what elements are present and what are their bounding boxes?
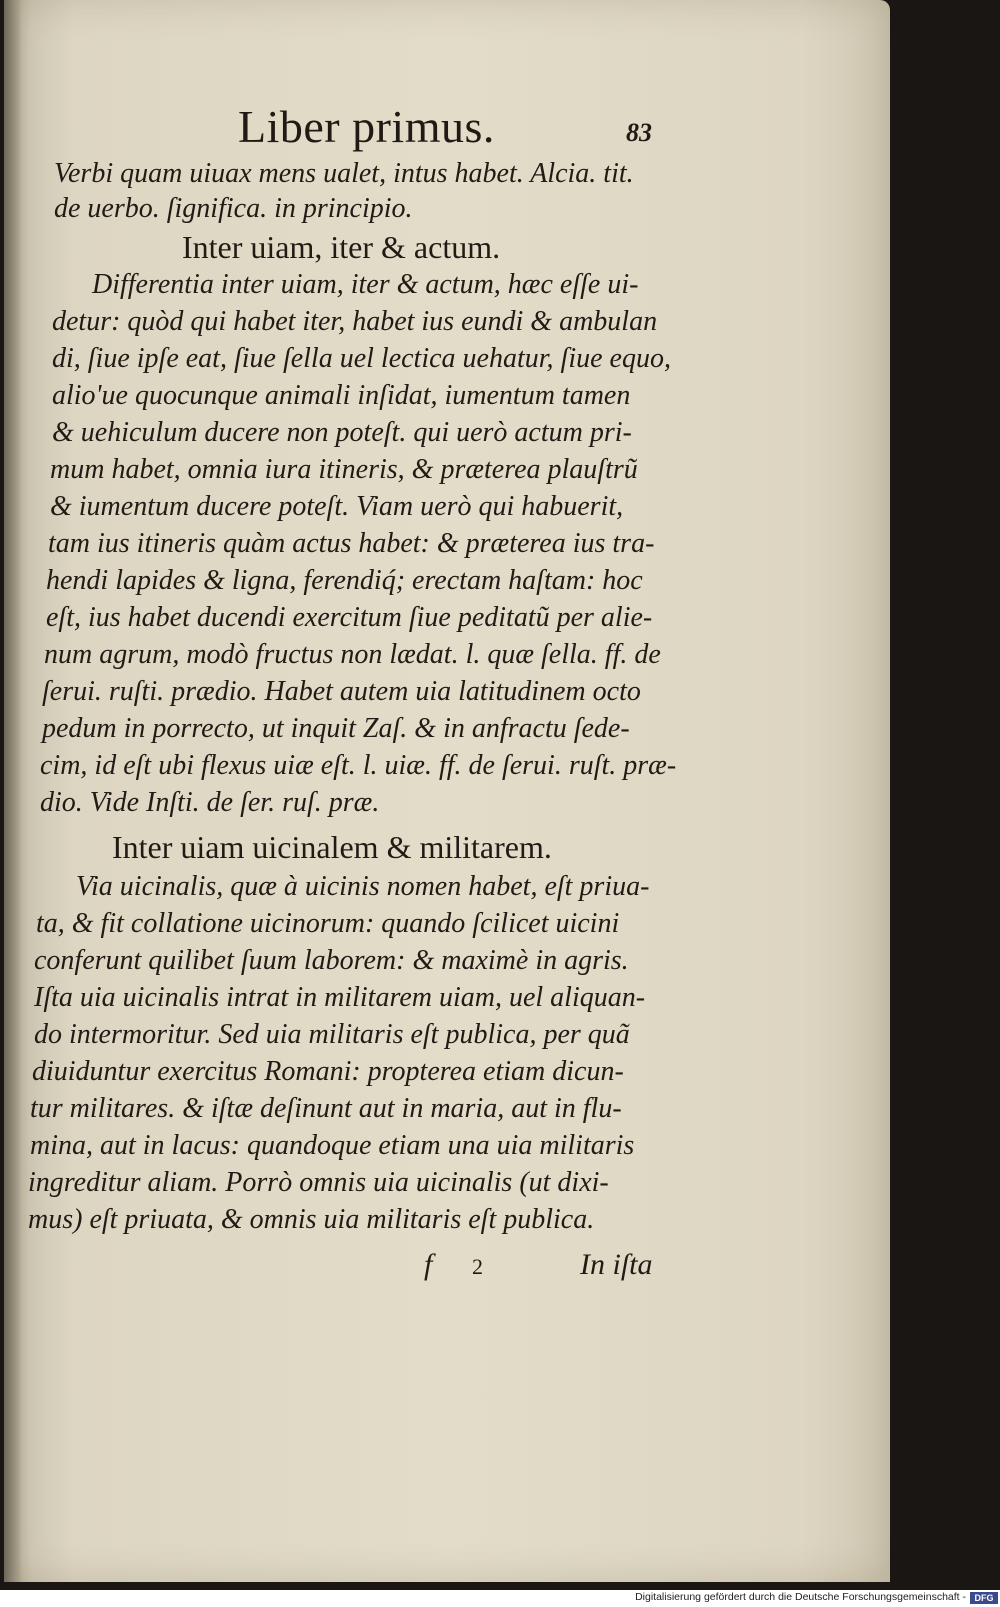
text-line: pedum in porrecto, ut inquit Zaſ. & in anfractu ſede-: [42, 713, 630, 744]
text-line: num agrum, modò fructus non lædat. l. quæ ſella. ff. de: [44, 639, 661, 670]
text-line: mum habet, omnia iura itineris, & præterea plauſtrũ: [50, 454, 638, 485]
signature-line: [4, 1248, 890, 1288]
digitization-footer: [0, 1590, 1000, 1607]
text-line: di, ſiue ipſe eat, ſiue ſella uel lectica uehatur, ſiue equo,: [52, 343, 671, 374]
running-head: [4, 100, 890, 150]
text-line: mina, aut in lacus: quandoque etiam una uia militaris: [30, 1130, 635, 1161]
text-line: tam ius itineris quàm actus habet: & præterea ius tra-: [48, 528, 655, 559]
running-title: Liber primus.: [238, 101, 495, 152]
text-line: Verbi quam uiuax mens ualet, intus habet. Alcia. tit.: [54, 158, 634, 189]
text-line: diuiduntur exercitus Romani: propterea etiam dicun-: [32, 1056, 624, 1087]
text-line: tur militares. & iſtæ deſinunt aut in maria, aut in flu-: [30, 1093, 622, 1124]
text-line: de uerbo. ſignifica. in principio.: [54, 193, 413, 224]
text-line: eſt, ius habet ducendi exercitum ſiue peditatũ per alie-: [46, 602, 653, 633]
footer-credit: Digitalisierung gefördert durch die Deutsche Forschungsgemeinschaft -: [635, 1591, 966, 1603]
text-line: Differentia inter uiam, iter & actum, hæc eſſe ui-: [92, 269, 639, 300]
signature-number: 2: [472, 1254, 483, 1279]
text-line: alio'ue quocunque animali inſidat, iumentum tamen: [52, 380, 631, 411]
section-heading: Inter uiam uicinalem & militarem.: [112, 829, 552, 865]
text-line: cim, id eſt ubi flexus uiæ eſt. l. uiæ. ff. de ſerui. ruſt. præ-: [40, 750, 677, 781]
text-line: Iſta uia uicinalis intrat in militarem uiam, uel aliquan-: [34, 982, 646, 1013]
text-line: ta, & fit collatione uicinorum: quando ſcilicet uicini: [36, 908, 620, 939]
text-line: hendi lapides & ligna, ferendiq́; erectam haſtam: hoc: [46, 565, 643, 596]
signature-mark: f: [424, 1248, 433, 1281]
text-line: ſerui. ruſti. prædio. Habet autem uia latitudinem octo: [42, 676, 641, 707]
text-line: conferunt quilibet ſuum laborem: & maximè in agris.: [34, 945, 629, 976]
text-line: mus) eſt priuata, & omnis uia militaris eſt publica.: [28, 1204, 595, 1235]
section-heading: Inter uiam, iter & actum.: [182, 229, 501, 265]
book-page: [4, 0, 890, 1582]
page-gutter-shadow: [4, 0, 22, 1582]
folio-number: 83: [626, 118, 652, 147]
text-line: Via uicinalis, quæ à uicinis nomen habet, eſt priua-: [76, 871, 650, 902]
text-line: & iumentum ducere poteſt. Viam uerò qui habuerit,: [50, 491, 624, 522]
text-line: ingreditur aliam. Porrò omnis uia uicinalis (ut dixi-: [28, 1167, 609, 1198]
text-line: dio. Vide Inſti. de ſer. ruſ. præ.: [40, 787, 380, 818]
catchword: In iſta: [580, 1248, 653, 1281]
text-line: do intermoritur. Sed uia militaris eſt publica, per quã: [34, 1019, 630, 1050]
text-line: detur: quòd qui habet iter, habet ius eundi & ambulan: [52, 306, 658, 337]
dfg-logo: DFG: [970, 1592, 998, 1604]
text-line: & uehiculum ducere non poteſt. qui uerò actum pri-: [52, 417, 632, 448]
